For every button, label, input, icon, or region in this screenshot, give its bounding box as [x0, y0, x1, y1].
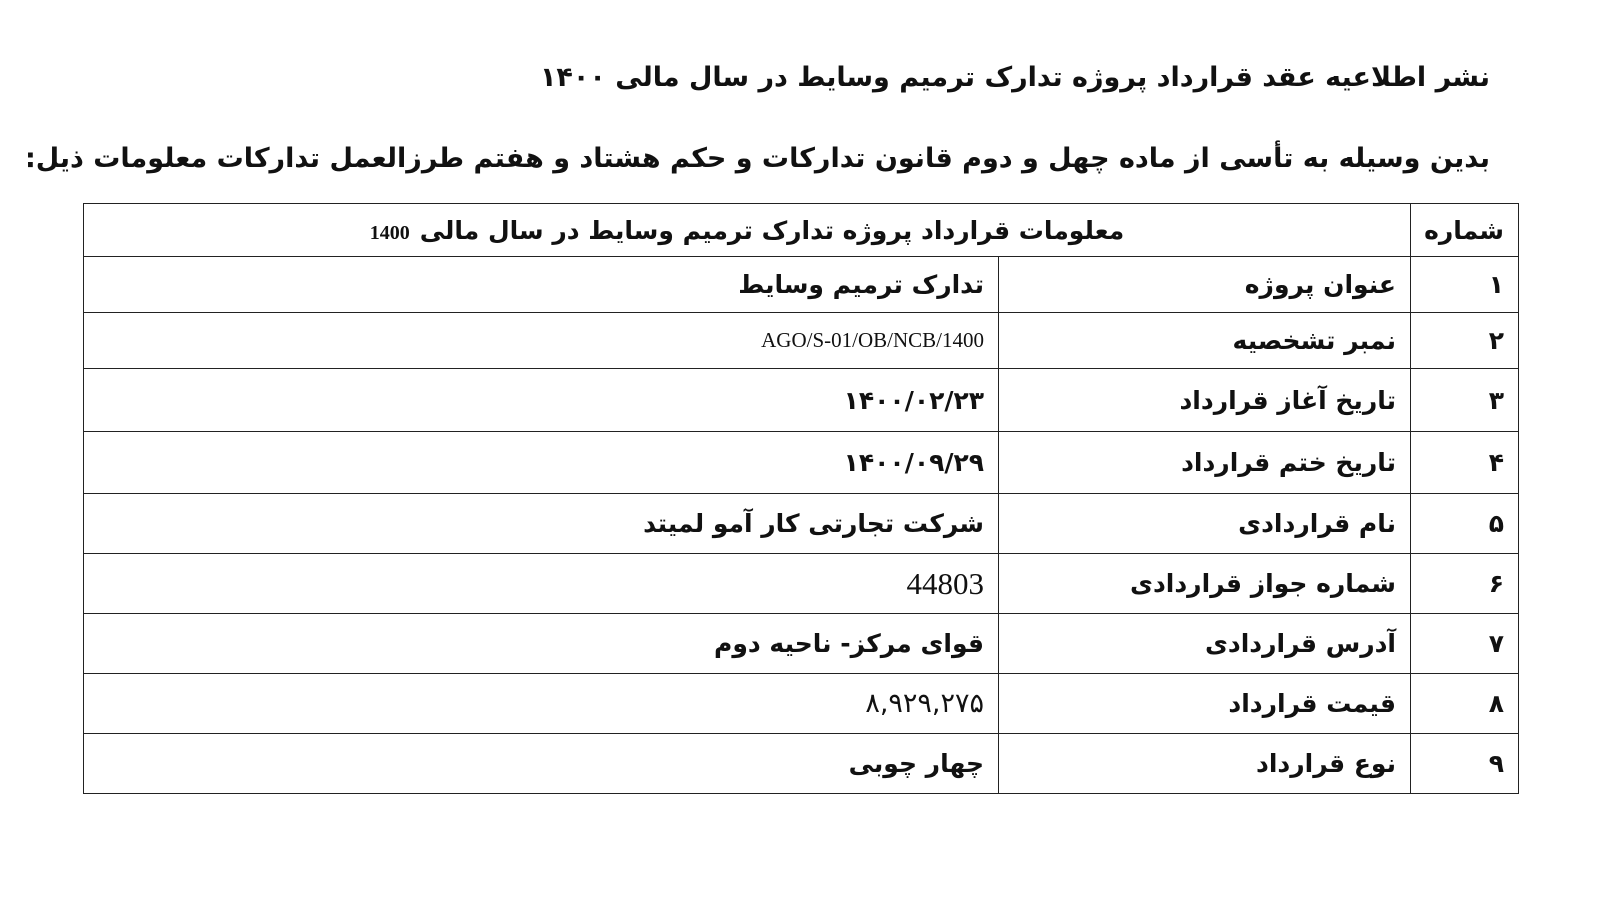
- row-number: ۶: [1411, 554, 1519, 614]
- row-label: تاریخ آغاز قرارداد: [999, 369, 1411, 432]
- row-label: قیمت قرارداد: [999, 674, 1411, 734]
- row-number: ۲: [1411, 313, 1519, 369]
- table-row: [84, 257, 1519, 313]
- row-label: آدرس قراردادی: [999, 614, 1411, 674]
- header-title-cell: [84, 204, 1411, 257]
- row-label: تاریخ ختم قرارداد: [999, 432, 1411, 494]
- table-header-row: [84, 204, 1519, 257]
- row-label: نمبر تشخصیه: [999, 313, 1411, 369]
- contract-info-table: [83, 203, 1519, 794]
- row-label: شماره جواز قراردادی: [999, 554, 1411, 614]
- row-value: شرکت تجارتی کار آمو لمیتد: [84, 494, 999, 554]
- row-value: 44803: [84, 554, 999, 614]
- header-title-text: معلومات قرارداد پروژه تدارک ترمیم وسایط در سال مالی: [419, 215, 1125, 245]
- document-title: نشر اطلاعیه عقد قرارداد پروژه تدارک ترمیم وسایط در سال مالی ۱۴۰۰: [539, 62, 1490, 93]
- row-number: ۳: [1411, 369, 1519, 432]
- row-number: ۸: [1411, 674, 1519, 734]
- row-value: ۸,۹۲۹,۲۷۵: [84, 674, 999, 734]
- row-label: نام قراردادی: [999, 494, 1411, 554]
- table-row: [84, 369, 1519, 432]
- table-row: [84, 494, 1519, 554]
- row-label: نوع قرارداد: [999, 734, 1411, 794]
- row-value: قوای مرکز- ناحیه دوم: [84, 614, 999, 674]
- row-value: چهار چوبی: [84, 734, 999, 794]
- table-row: [84, 674, 1519, 734]
- header-year: 1400: [369, 221, 410, 244]
- header-number-cell: شماره: [1411, 204, 1519, 257]
- row-number: ۷: [1411, 614, 1519, 674]
- row-value: AGO/S-01/OB/NCB/1400: [84, 313, 999, 369]
- intro-paragraph: بدین وسیله به تأسی از ماده چهل و دوم قانون تدارکات و حکم هشتاد و هفتم طرزالعمل تدارکات معلومات ذیل:: [24, 143, 1490, 174]
- table-row: [84, 614, 1519, 674]
- table-row: [84, 554, 1519, 614]
- row-label: عنوان پروژه: [999, 257, 1411, 313]
- table-row: [84, 313, 1519, 369]
- row-value: تدارک ترمیم وسایط: [84, 257, 999, 313]
- row-number: ۱: [1411, 257, 1519, 313]
- row-number: ۹: [1411, 734, 1519, 794]
- table-row: [84, 432, 1519, 494]
- table-row: [84, 734, 1519, 794]
- row-value: ۱۴۰۰/۰۲/۲۳: [84, 369, 999, 432]
- row-number: ۴: [1411, 432, 1519, 494]
- row-value: ۱۴۰۰/۰۹/۲۹: [84, 432, 999, 494]
- row-number: ۵: [1411, 494, 1519, 554]
